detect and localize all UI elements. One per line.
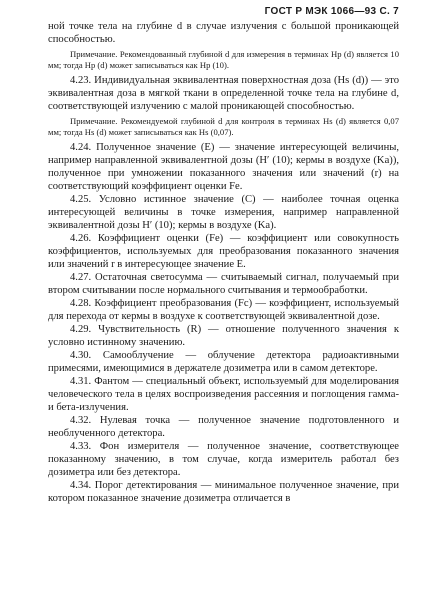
paragraph: 4.26. Коэффициент оценки (Fe) — коэффициент или совокупность коэффициентов, используемых для преобразования показанного значения или значений r в интересующее значение E. <box>48 233 399 270</box>
paragraph: 4.34. Порог детектирования — минимальное полученное значение, при котором показанное значение дозиметра отличается в <box>48 480 399 504</box>
paragraph: 4.32. Нулевая точка — полученное значение подготовленного и необлученного детектора. <box>48 415 399 439</box>
note-paragraph: Примечание. Рекомендованный глубиной d для измерения в терминах Hp (d) является 10 мм; тогда Hp (d) может записываться как Hp (10). <box>48 49 399 70</box>
paragraph: ной точке тела на глубине d в случае излучения с большой проникающей способностью. <box>48 21 399 45</box>
document-body <box>48 20 399 505</box>
paragraph: 4.28. Коэффициент преобразования (Fc) — коэффициент, используемый для перехода от кермы в воздухе к соответствующей эквивалентной дозе. <box>48 298 399 322</box>
paragraph: 4.31. Фантом — специальный объект, используемый для моделирования человеческого тела в целях воспроизведения рассеяния и поглощения гамма- и бета-излучения. <box>48 376 399 413</box>
page-header: ГОСТ Р МЭК 1066—93 С. 7 <box>264 6 399 17</box>
paragraph: 4.24. Полученное значение (E) — значение интересующей величины, например направленной эквивалентной дозы (H′ (10); кермы в воздухе (Ka)), полученное при умножении показанного значения или значений (r) на соответствующий коэффициент оценки Fe. <box>48 142 399 192</box>
paragraph: 4.33. Фон измерителя — полученное значение, соответствующее показанному значению, в том случае, когда измеритель работал без дозиметра или без детектора. <box>48 441 399 478</box>
paragraph: 4.30. Самооблучение — облучение детектора радиоактивными примесями, имеющимися в держателе дозиметра или в самом детекторе. <box>48 350 399 374</box>
paragraph: 4.23. Индивидуальная эквивалентная поверхностная доза (Hs (d)) — это эквивалентная доза в мягкой ткани в определенной точке тела на глубине d, соответствующей излучению с малой проникающей способностью. <box>48 75 399 112</box>
note-paragraph: Примечание. Рекомендуемой глубиной d для контроля в терминах Hs (d) является 0,07 мм; тогда Hs (d) может записываться как Hs (0,07). <box>48 116 399 137</box>
paragraph: 4.25. Условно истинное значение (C) — наиболее точная оценка интересующей величины в точке измерения, например направленной эквивалентной дозы H′ (10); кермы в воздухе (Ka). <box>48 194 399 231</box>
paragraph: 4.27. Остаточная светосумма — считываемый сигнал, получаемый при втором считывании после нормального считывания и термообработки. <box>48 272 399 296</box>
paragraph: 4.29. Чувствительность (R) — отношение полученного значения к условно истинному значению. <box>48 324 399 348</box>
